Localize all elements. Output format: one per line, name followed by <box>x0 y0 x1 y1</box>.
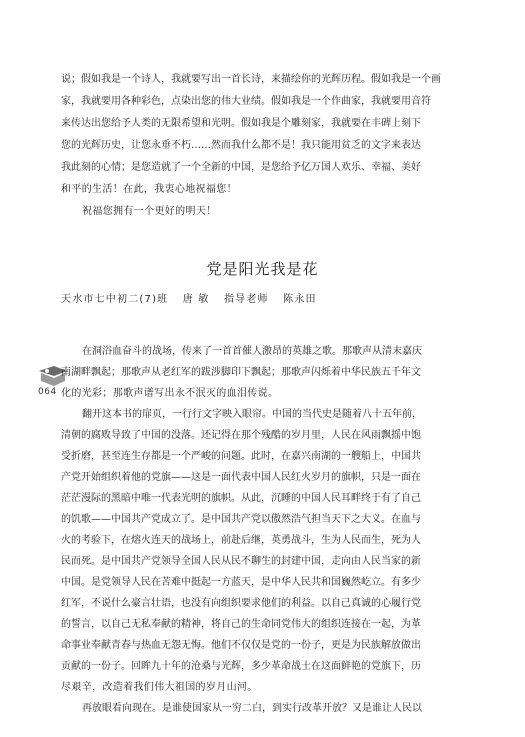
byline <box>61 290 327 305</box>
byline-class: 天水市七中初二(7)班 <box>61 294 169 305</box>
text-line: 清朝的腐败导致了中国的没落。还记得在那个残酷的岁月里，人民在风雨飘摇中饱 <box>61 430 421 441</box>
byline-teacher: 陈永田 <box>283 294 317 305</box>
text-line: 我此刻的心情；是您造就了一个全新的中国，是您给予亿万国人欢乐、幸福、美好 <box>61 162 421 173</box>
text-line: 家，我就要用各种彩色，点染出您的伟大业绩。假如我是一个作曲家，我就要用音符 <box>61 96 431 107</box>
byline-teacher-label: 指导老师 <box>223 294 269 305</box>
text-line: 说；假如我是一个诗人，我就要写出一首长诗，来描绘你的光辉历程。假如我是一个画 <box>61 74 441 85</box>
text-line: 的誓言，以自己无私奉献的精神，将自己的生命同党伟大的组织连接在一起，为革 <box>61 619 421 630</box>
text-line: 南湖畔飘起；那歌声从老红军的跋涉脚印下飘起；那歌声闪烁着中华民族五千年文 <box>61 367 421 378</box>
text-line: 化的光彩；那歌声谱写出永不泯灭的血泪传说。 <box>61 388 279 399</box>
text-line: 茫茫漫际的黑暗中唯一代表光明的旗帜。从此，沉睡的中国人民耳畔终于有了自己 <box>61 493 421 504</box>
text-line: 受折磨，甚至连生存都是一个严峻的问题。此时，在嘉兴南湖的一艘船上，中国共 <box>61 451 421 462</box>
byline-author: 唐 敏 <box>182 294 210 305</box>
text-line: 火的考验下，在熔火连天的战场上，前赴后继，英勇战斗，生为人民而生，死为人 <box>61 535 421 546</box>
text-line: 红军，不说什么豪言壮语，也没有向组织要求他们的利益。以自己真诚的心履行党 <box>61 598 421 609</box>
text-line: 在洞浴血奋斗的战场，传来了一首首催人激昂的英雄之歌。那歌声从清末嘉庆 <box>82 346 422 357</box>
text-line: 命事业奉献青春与热血无怨无悔。他们不仅仅是党的一份子，更是为民族解放做出 <box>61 640 421 651</box>
text-line: 民而死。是中国共产党领导全国人民从民不聊生的封建中国，走向由人民当家的新 <box>61 556 421 567</box>
text-line: 来传达出您给予人类的无限希望和光明。假如我是个雕刻家，我就要在丰碑上刻下 <box>61 118 421 129</box>
page-number: 064 <box>38 387 57 397</box>
text-line: 和平的生活！在此，我衷心地祝福您！ <box>61 184 237 195</box>
text-line: 中国。是党领导人民在苦难中挺起一方蓝天，是中华人民共和国巍然屹立。有多少 <box>61 577 421 588</box>
text-line: 的饥歌——中国共产党成立了。是中国共产党以傲然浩气担当天下之大义。在血与 <box>61 514 421 525</box>
text-line: 您的光辉历史，让您永垂不朽……然而我什么都不是！我只能用贫乏的文字来表达 <box>61 140 421 151</box>
text-line: 翻开这本书的扉页，一行行文字映入眼帘。中国的当代史是随着八十五年前， <box>82 409 422 420</box>
text-line: 再放眼看向现在。是谁使国家从一穷二白，到实行改革开放？又是谁让人民以 <box>82 703 422 714</box>
article-title: 党是阳光我是花 <box>206 260 319 278</box>
text-line: 产党开始组织着他的党旗——这是一面代表中国人民红火岁月的旗帜，只是一面在 <box>61 472 421 483</box>
text-line: 贡献的一份子。回眸九十年的沧桑与光辉，多少革命战士在这面鲜艳的党旗下，历 <box>61 661 421 672</box>
closing-line: 祝福您拥有一个更好的明天！ <box>82 206 217 217</box>
text-line: 尽艰辛，改造着我们伟大祖国的岁月山河。 <box>61 682 258 693</box>
